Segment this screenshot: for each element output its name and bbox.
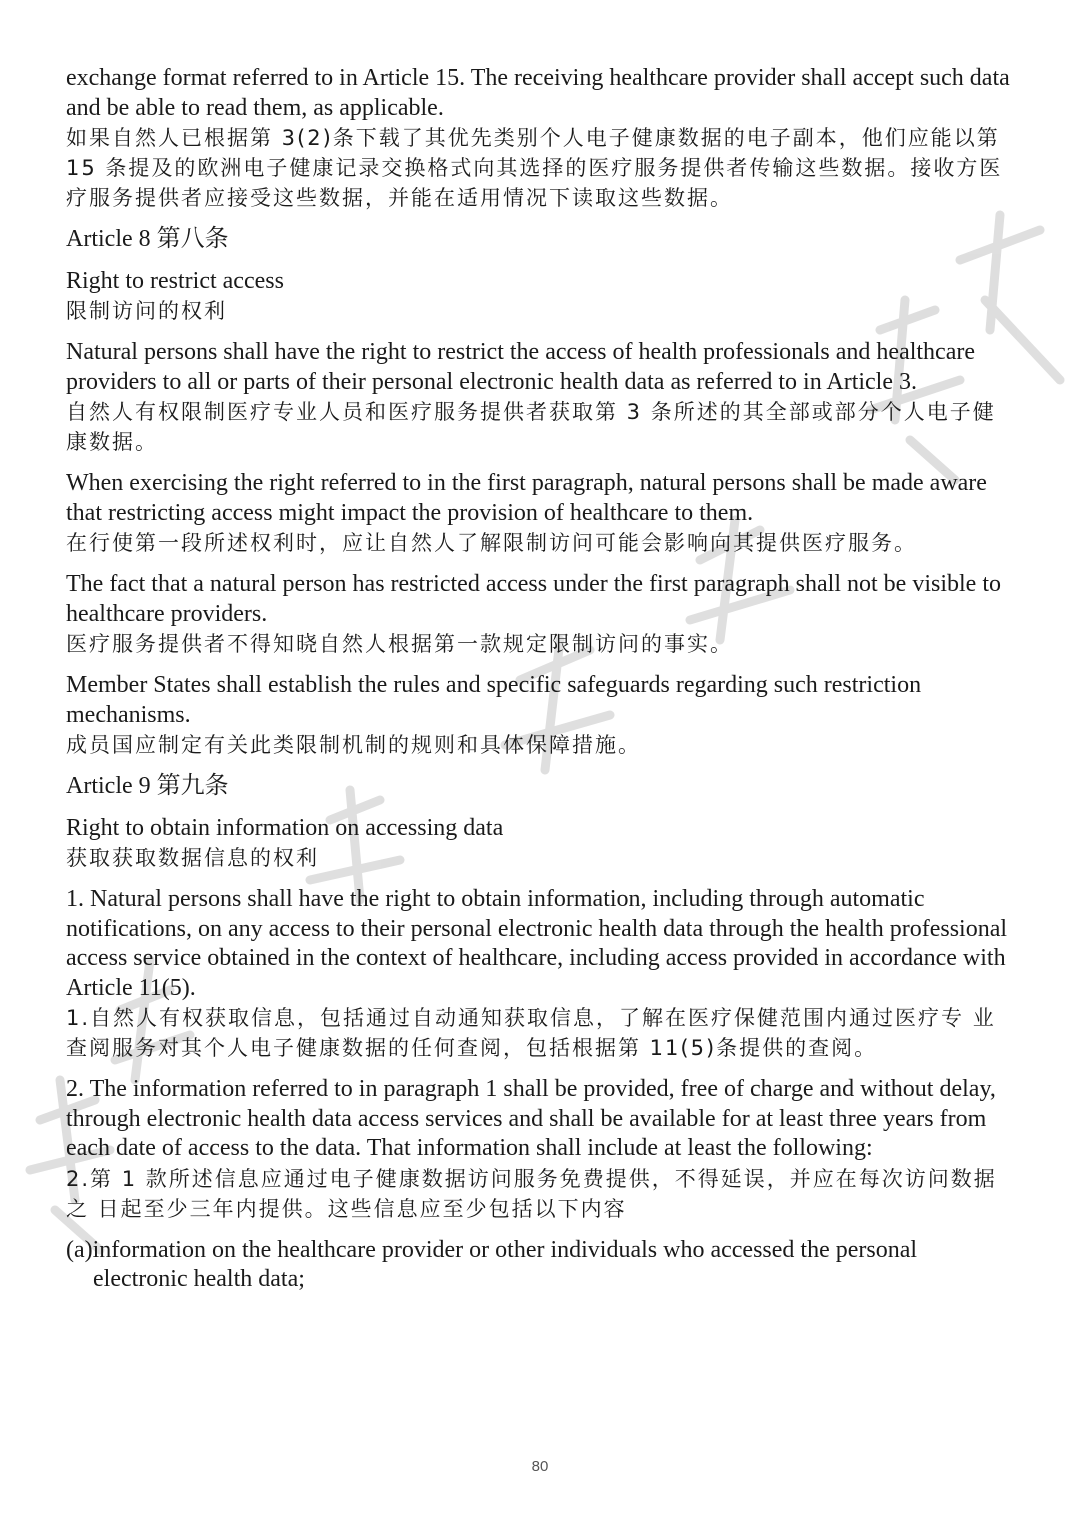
chinese-text: 限制访问的权利 xyxy=(66,299,227,323)
article-heading xyxy=(66,772,1014,802)
list-item xyxy=(66,1236,1014,1295)
numbered-paragraph xyxy=(66,1075,1014,1224)
english-text: (a)information on the healthcare provider or other individuals who accessed the personal electronic health data; xyxy=(66,1236,918,1292)
chinese-text: 在行使第一段所述权利时，应让自然人了解限制访问可能会影响向其提供医疗服务。 xyxy=(66,531,917,555)
english-text: Right to obtain information on accessing data xyxy=(66,814,504,841)
chinese-text: 1.自然人有权获取信息，包括通过自动通知获取信息，了解在医疗保健范围内通过医疗专 业查阅服务对其个人电子健康数据的任何查阅，包括根据第 11(5)条提供的查阅。 xyxy=(66,1006,996,1060)
page-number: 80 xyxy=(531,1458,549,1475)
document-body xyxy=(66,64,1014,1295)
chinese-text: 自然人有权限制医疗专业人员和医疗服务提供者获取第 3 条所述的其全部或部分个人电子健 康数据。 xyxy=(66,400,996,454)
paragraph xyxy=(66,338,1014,457)
chinese-text: 如果自然人已根据第 3(2)条下载了其优先类别个人电子健康数据的电子副本，他们应能以第 15 条提及的欧洲电子健康记录交换格式向其选择的医疗服务提供者传输这些数据。接收方医疗服务提供者应接受这些数据，并能在适用情况下读取这些数据。 xyxy=(66,126,1003,210)
paragraph-continuation xyxy=(66,64,1014,213)
numbered-paragraph xyxy=(66,885,1014,1063)
english-text: 2. The information referred to in paragraph 1 shall be provided, free of charge and without delay, through electronic health data access services and shall be available for at least three years from each date of access to the data. That information shall include at least the following: xyxy=(66,1076,996,1161)
article-9-title: Article 9 第九条 xyxy=(66,773,229,799)
chinese-text: 2.第 1 款所述信息应通过电子健康数据访问服务免费提供，不得延误，并应在每次访问数据之 日起至少三年内提供。这些信息应至少包括以下内容 xyxy=(66,1166,997,1221)
english-text: Right to restrict access xyxy=(66,267,284,294)
paragraph xyxy=(66,570,1014,659)
paragraph xyxy=(66,469,1014,558)
section-heading xyxy=(66,267,1014,327)
chinese-text: 医疗服务提供者不得知晓自然人根据第一款规定限制访问的事实。 xyxy=(66,632,733,656)
section-heading xyxy=(66,814,1014,874)
english-text: Member States shall establish the rules and specific safeguards regarding such restriction mechanisms. xyxy=(66,672,922,728)
english-text: 1. Natural persons shall have the right to obtain information, including through automatic notifications, on any access to their personal electronic health data through the health professional access service obtained in the context of healthcare, including access provided in accordance with Article 11(5). xyxy=(66,886,1008,1001)
paragraph xyxy=(66,671,1014,760)
english-text: When exercising the right referred to in the first paragraph, natural persons shall be made aware that restricting access might impact the provision of healthcare to them. xyxy=(66,470,987,526)
chinese-text: 成员国应制定有关此类限制机制的规则和具体保障措施。 xyxy=(66,733,641,757)
english-text: The fact that a natural person has restricted access under the first paragraph shall not be visible to healthcare providers. xyxy=(66,571,1001,627)
english-text: exchange format referred to in Article 15. The receiving healthcare provider shall accept such data and be able to read them, as applicable. xyxy=(66,65,1010,121)
chinese-text: 获取获取数据信息的权利 xyxy=(66,846,319,870)
article-heading xyxy=(66,225,1014,255)
english-text: Natural persons shall have the right to restrict the access of health professionals and healthcare providers to all or parts of their personal electronic health data as referred to in Article 3. xyxy=(66,339,975,395)
article-8-title: Article 8 第八条 xyxy=(66,226,229,252)
